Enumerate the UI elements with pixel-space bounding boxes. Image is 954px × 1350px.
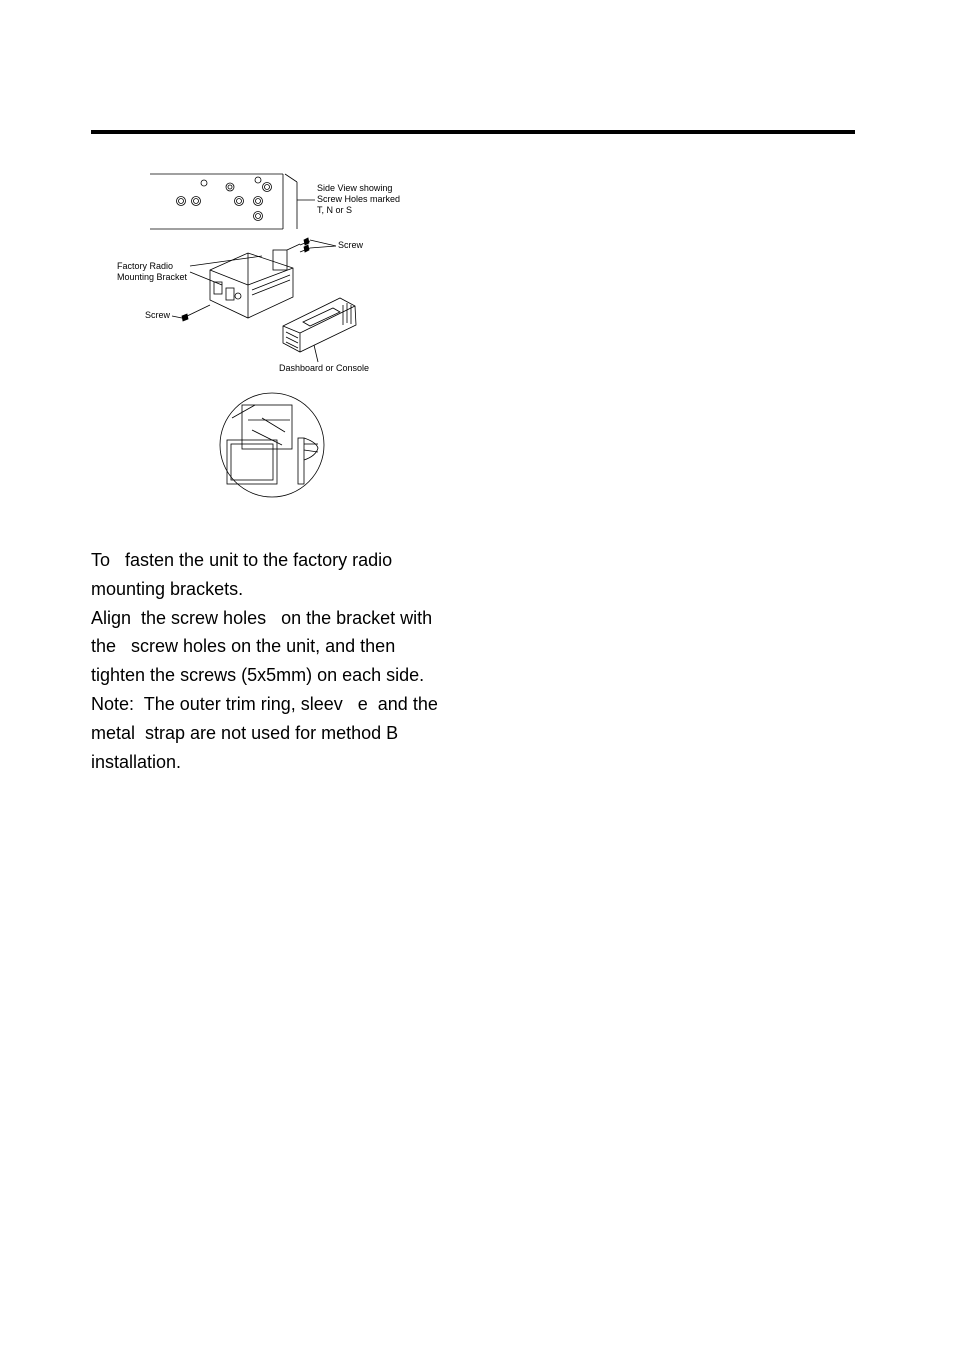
bracket-label xyxy=(117,261,187,283)
bracket-label-line: Factory Radio xyxy=(117,261,174,271)
instruction-line: Note: The outer trim ring, sleev e and the xyxy=(91,693,438,714)
dashboard xyxy=(283,298,356,362)
side-view-label-line: Side View showing xyxy=(317,183,393,193)
instruction-line: To fasten the unit to the factory radio xyxy=(91,550,393,570)
side-view-panel xyxy=(150,174,315,229)
detail-circle xyxy=(220,393,324,497)
side-view-label xyxy=(317,183,400,216)
instruction-line: mounting brackets. xyxy=(91,578,244,599)
instruction-line: the screw holes on the unit, and then xyxy=(91,636,396,657)
dashboard-label: Dashboard or Console xyxy=(279,363,370,373)
instruction-line: installation. xyxy=(91,751,182,772)
instructions-text xyxy=(91,546,511,776)
bracket-label-line: Mounting Bracket xyxy=(117,272,188,282)
side-view-label-line: T, N or S xyxy=(317,205,353,215)
screws xyxy=(172,238,336,321)
side-view-label-line: Screw Holes marked xyxy=(317,194,401,204)
screw-label-top: Screw xyxy=(338,240,364,250)
radio-unit xyxy=(210,244,300,318)
instruction-line: metal strap are not used for method B xyxy=(91,722,399,743)
screw-label-left: Screw xyxy=(145,310,171,320)
instruction-line: Align the screw holes on the bracket with xyxy=(91,607,433,628)
instruction-line: tighten the screws (5x5mm) on each side. xyxy=(91,665,425,686)
installation-diagram xyxy=(0,0,954,520)
